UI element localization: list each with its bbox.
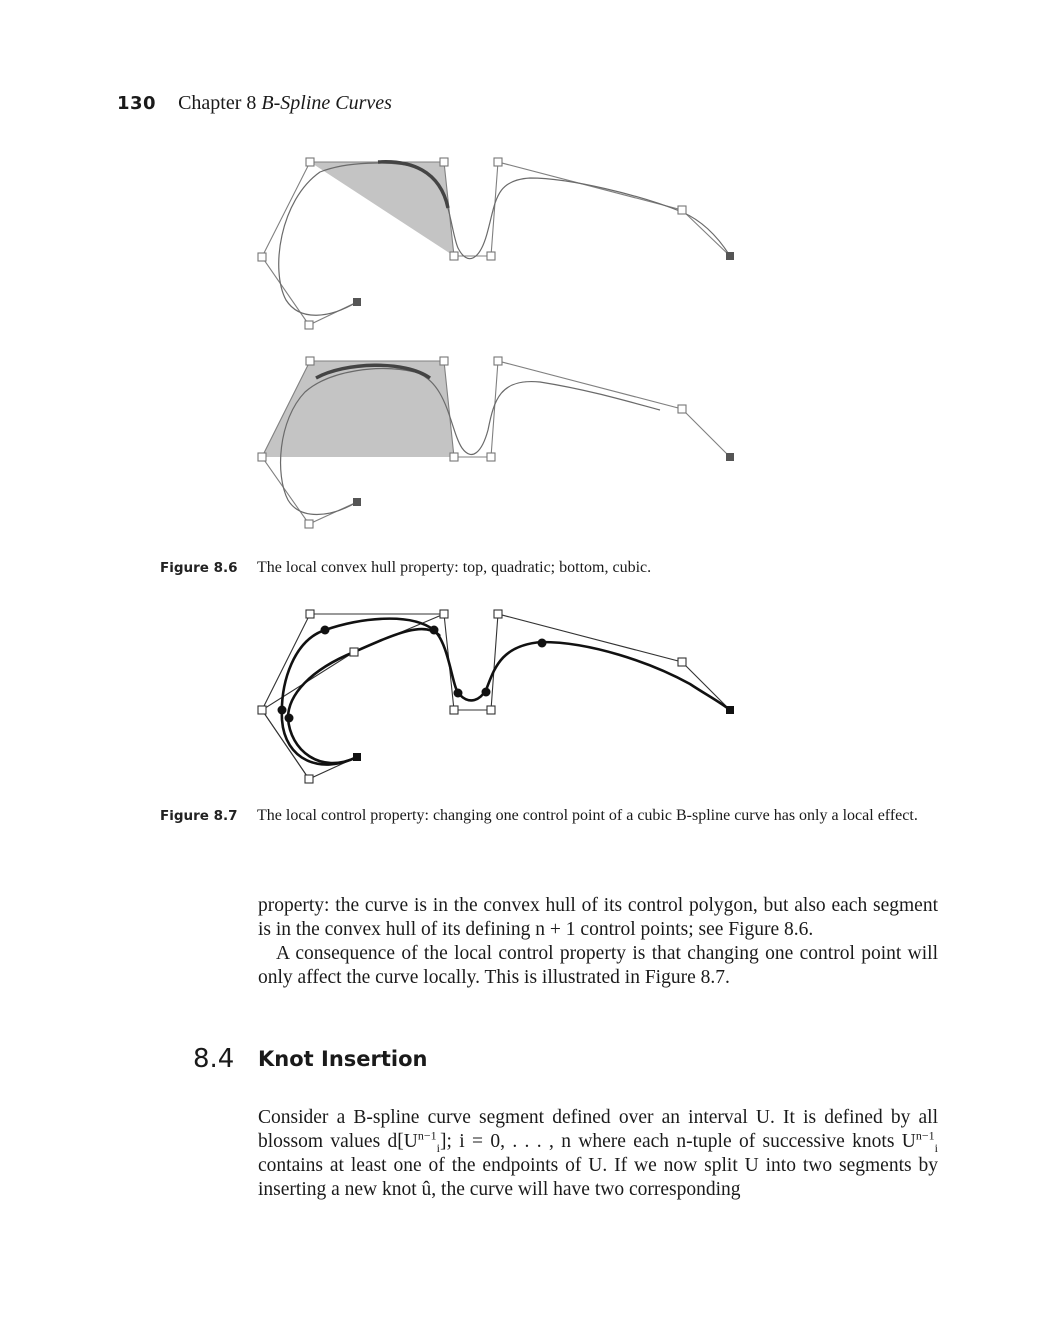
control-point <box>440 610 448 618</box>
knot-point <box>430 626 439 635</box>
control-point <box>258 706 266 714</box>
control-point <box>306 610 314 618</box>
control-point <box>305 520 313 528</box>
knot-point <box>321 626 330 635</box>
control-point <box>305 775 313 783</box>
section-title: Knot Insertion <box>258 1047 428 1071</box>
knot-point <box>454 689 463 698</box>
control-point <box>258 253 266 261</box>
control-point <box>306 357 314 365</box>
control-point <box>678 658 686 666</box>
control-point <box>450 252 458 260</box>
control-point <box>487 706 495 714</box>
control-point <box>487 453 495 461</box>
end-point <box>726 252 734 260</box>
figure-label: Figure 8.6 <box>160 560 238 576</box>
paragraph: Consider a B-spline curve segment defined over an interval U. It is defined by all blossom values $d[U^{n-1}_i]$; i = 0, . . . , n where each n-tuple of successive knots $U^{n-1}_i$ contains at least one of the endpoints of U. If we now split U into two segments by inserting a new knot û, the curve will have two corresponding <box>258 1107 938 1200</box>
control-point <box>678 405 686 413</box>
control-point <box>494 357 502 365</box>
knot-point <box>285 714 294 723</box>
figure-8-6-quadratic <box>258 158 734 329</box>
page-number: 130 <box>117 93 157 114</box>
bspline-curve <box>279 163 730 315</box>
control-point <box>494 158 502 166</box>
end-point <box>353 498 361 506</box>
end-point <box>353 753 361 761</box>
control-polygon <box>262 162 730 325</box>
section-number: 8.4 <box>193 1044 235 1074</box>
paragraph: property: the curve is in the convex hull of its control polygon, but also each segment is in the convex hull of its defining n + 1 control points; see Figure 8.6. <box>258 895 938 940</box>
control-point <box>306 158 314 166</box>
figure-8-6 <box>0 0 1051 560</box>
end-point <box>726 706 734 714</box>
paragraph: A consequence of the local control property is that changing one control point will only affect the curve locally. This is illustrated in Figure 8.7. <box>258 943 938 988</box>
figure-label: Figure 8.7 <box>160 808 238 824</box>
body-paragraphs <box>258 894 938 990</box>
chapter-title: B-Spline Curves <box>261 92 392 114</box>
knot-point <box>482 688 491 697</box>
caption-text: The local convex hull property: top, quadratic; bottom, cubic. <box>257 559 652 576</box>
control-point <box>350 648 358 656</box>
control-point <box>450 453 458 461</box>
control-point <box>678 206 686 214</box>
chapter-label: Chapter 8 B-Spline Curves <box>178 92 392 114</box>
control-point <box>494 610 502 618</box>
end-point <box>726 453 734 461</box>
control-point <box>258 453 266 461</box>
section-paragraph <box>258 1106 938 1202</box>
knot-point <box>538 639 547 648</box>
figure-8-7 <box>0 600 1051 800</box>
knot-point <box>278 706 287 715</box>
control-point <box>440 357 448 365</box>
control-point <box>305 321 313 329</box>
control-polygon-original <box>262 614 730 779</box>
curve-modified <box>288 629 440 763</box>
control-point <box>450 706 458 714</box>
end-point <box>353 298 361 306</box>
control-point <box>440 158 448 166</box>
control-point <box>487 252 495 260</box>
figure-8-6-cubic <box>258 357 734 528</box>
curve-original <box>282 619 730 765</box>
caption-text: The local control property: changing one control point of a cubic B-spline curve has only a local effect. <box>257 807 918 824</box>
